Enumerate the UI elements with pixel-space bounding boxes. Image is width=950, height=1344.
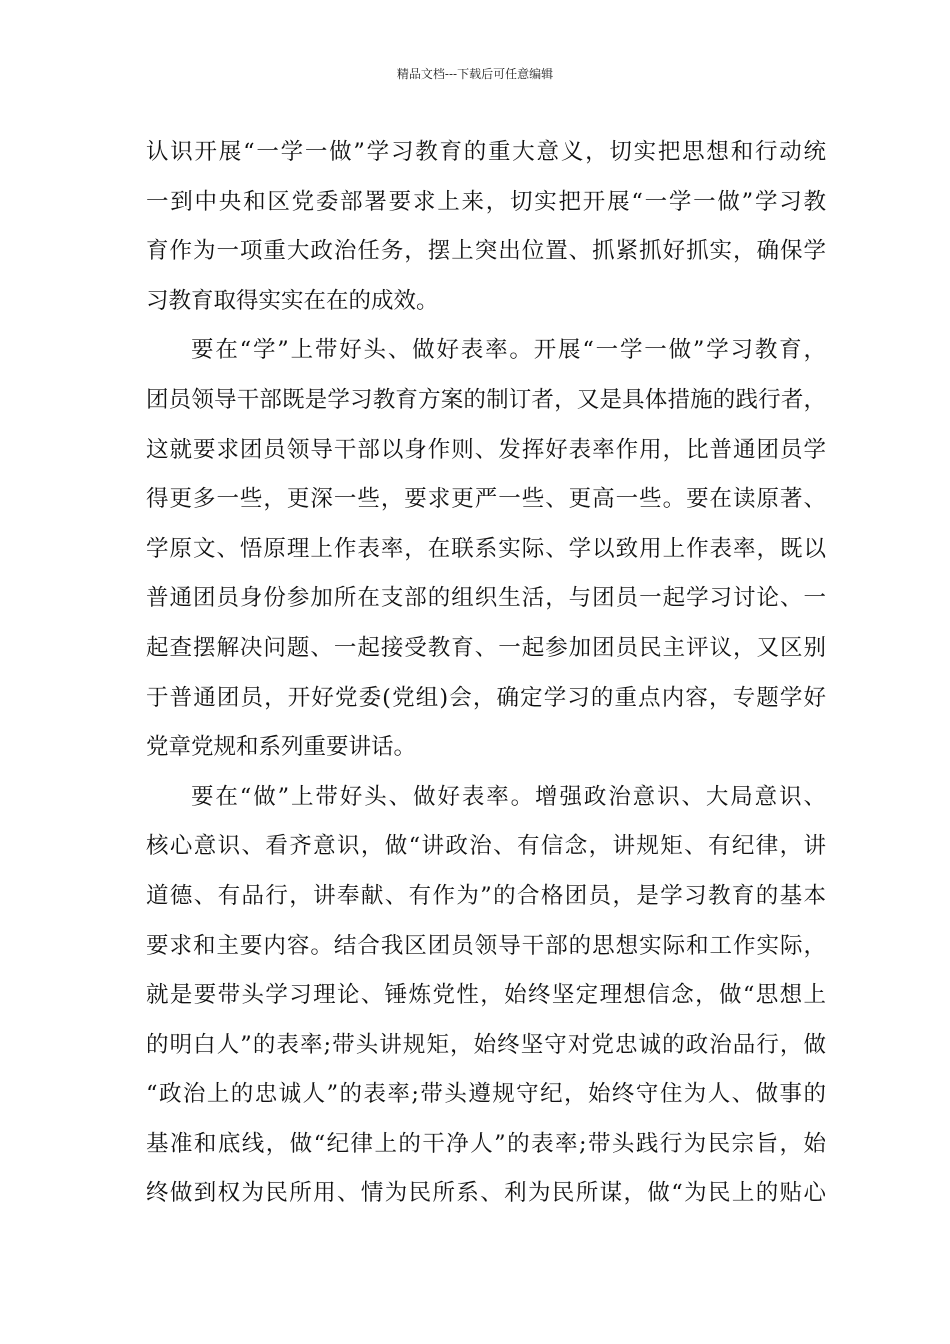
text-line: 这就要求团员领导干部以身作则、发挥好表率作用，比普通团员学	[146, 436, 826, 463]
text-line: 终做到权为民所用、情为民所系、利为民所谋，做“为民上的贴心	[146, 1180, 826, 1207]
text-line: 起查摆解决问题、一起接受教育、一起参加团员民主评议，又区别	[146, 634, 826, 661]
text-line: 就是要带头学习理论、锤炼党性，始终坚定理想信念，做“思想上	[146, 982, 826, 1009]
document-body	[146, 128, 826, 1219]
text-line: 得更多一些，更深一些，要求更严一些、更高一些。要在读原著、	[146, 486, 826, 513]
text-line: 基准和底线，做“纪律上的干净人”的表率;带头践行为民宗旨，始	[146, 1130, 826, 1157]
text-line: 道德、有品行，讲奉献、有作为”的合格团员，是学习教育的基本	[146, 882, 826, 909]
text-line: “政治上的忠诚人”的表率;带头遵规守纪，始终守住为人、做事的	[146, 1081, 826, 1108]
text-line: 认识开展“一学一做”学习教育的重大意义，切实把思想和行动统	[146, 139, 826, 165]
text-line: 一到中央和区党委部署要求上来，切实把开展“一学一做”学习教	[146, 188, 826, 215]
text-line: 学原文、悟原理上作表率，在联系实际、学以致用上作表率，既以	[146, 535, 826, 562]
text-line: 要求和主要内容。结合我区团员领导干部的思想实际和工作实际，	[146, 932, 826, 959]
text-line: 核心意识、看齐意识，做“讲政治、有信念，讲规矩、有纪律，讲	[146, 833, 826, 860]
text-line: 团员领导干部既是学习教育方案的制订者，又是具体措施的践行者，	[146, 386, 826, 413]
page-header: 精品文档---下载后可任意编辑	[396, 67, 554, 81]
text-line: 育作为一项重大政治任务，摆上突出位置、抓紧抓好抓实，确保学	[146, 238, 826, 265]
text-line: 要在“学”上带好头、做好表率。开展“一学一做”学习教育，	[191, 337, 826, 364]
text-line: 于普通团员，开好党委(党组)会，确定学习的重点内容，专题学好	[146, 684, 826, 711]
text-line: 要在“做”上带好头、做好表率。增强政治意识、大局意识、	[191, 783, 826, 810]
text-line: 的明白人”的表率;带头讲规矩，始终坚守对党忠诚的政治品行，做	[146, 1031, 826, 1058]
text-line: 普通团员身份参加所在支部的组织生活，与团员一起学习讨论、一	[146, 585, 826, 612]
text-line: 习教育取得实实在在的成效。	[146, 287, 439, 314]
text-line: 党章党规和系列重要讲话。	[146, 734, 417, 761]
